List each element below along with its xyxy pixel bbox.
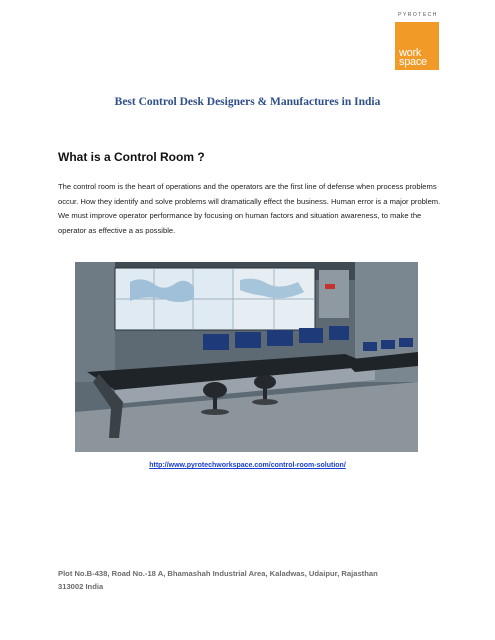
control-room-image (75, 262, 418, 452)
address-line-2: 313002 India (58, 582, 104, 591)
section-heading: What is a Control Room ? (58, 150, 205, 164)
pyrotech-workspace-logo (395, 22, 439, 70)
address-line-1: Plot No.B-438, Road No.-18 A, Bhamashah Industrial Area, Kaladwas, Udaipur, Rajasthan (58, 569, 378, 578)
page-title: Best Control Desk Designers & Manufactures in India (114, 96, 381, 108)
address (58, 567, 448, 593)
intro-paragraph: The control room is the heart of operations and the operators are the first line of defense when process problems occur. How they identify and solve problems will dramatically effect the business. Human error is a major problem. We must improve operator performance by focusing on human factors and situation awareness, to make the operator as effective a as possible. (58, 182, 441, 235)
logo-brand-text: PYROTECH (398, 12, 438, 18)
control-room-illustration (75, 262, 418, 452)
logo-word-space: space (399, 56, 427, 68)
logo-word-work: work (399, 47, 422, 59)
control-room-solution-link[interactable]: http://www.pyrotechworkspace.com/control-room-solution/ (149, 462, 346, 469)
